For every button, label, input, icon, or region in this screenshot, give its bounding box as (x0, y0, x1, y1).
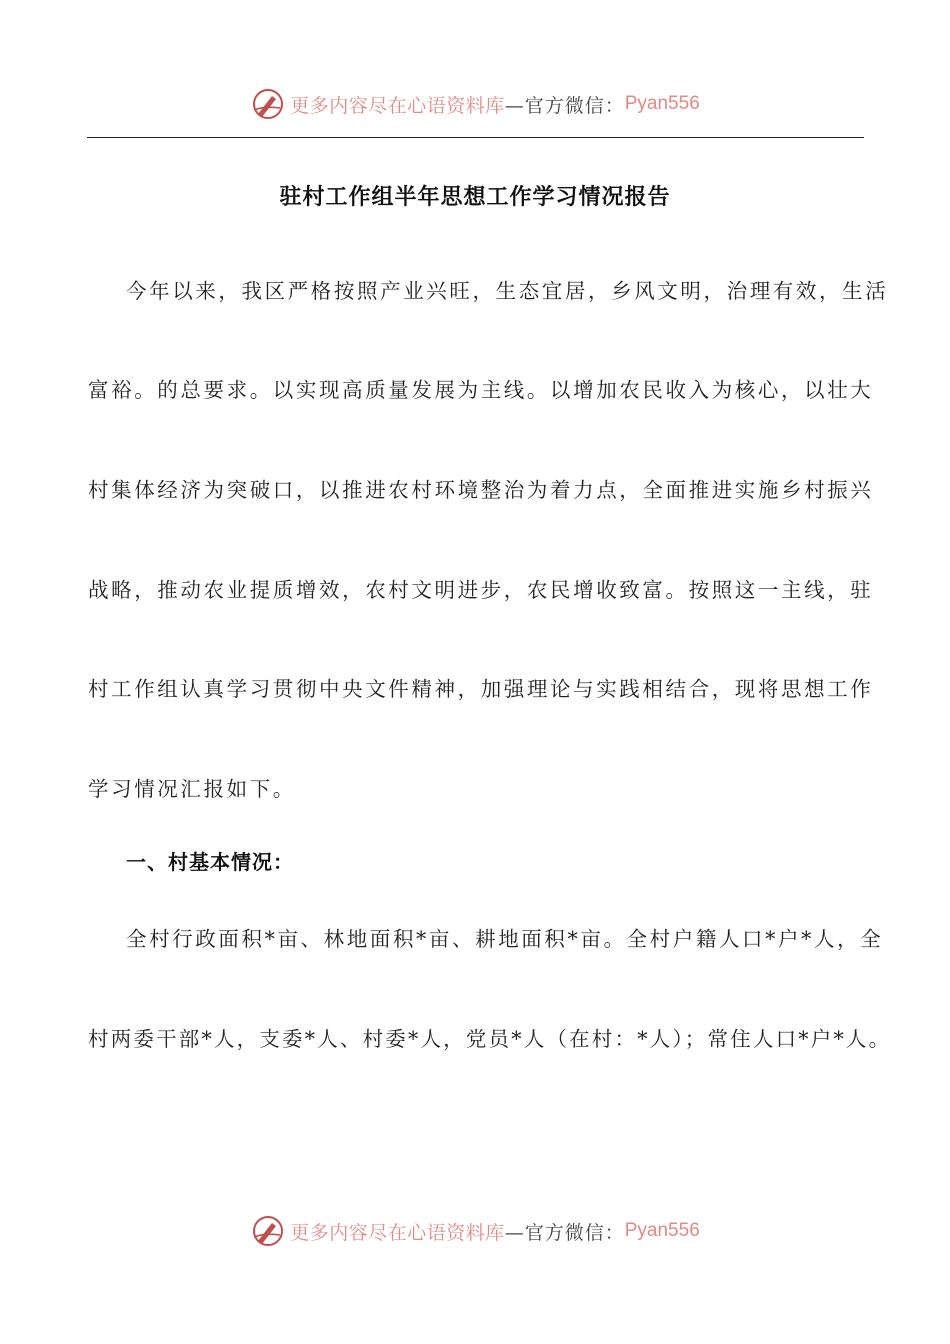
header-divider (87, 137, 864, 138)
paragraph-line: 战略，推动农业提质增效，农村文明进步，农民增收致富。按照这一主线，驻 (88, 578, 874, 602)
paragraph-line: 村集体经济为突破口，以推进农村环境整治为着力点，全面推进实施乡村振兴 (88, 478, 874, 502)
banner-text-wechat: —官方微信： (504, 94, 625, 117)
pen-logo-icon (250, 86, 286, 122)
paragraph-line: 全村行政面积*亩、林地面积*亩、耕地面积*亩。全村户籍人口*户*人，全 (126, 927, 884, 951)
paragraph-line: 富裕。的总要求。以实现高质量发展为主线。以增加农民收入为核心，以壮大 (88, 378, 874, 402)
paragraph-line: 村两委干部*人，支委*人、村委*人，党员*人（在村：*人）；常住人口*户*人。 (88, 1027, 892, 1051)
banner-text-id: Pyan556 (624, 93, 700, 114)
paragraph-line: 村工作组认真学习贯彻中央文件精神，加强理论与实践相结合，现将思想工作 (88, 677, 874, 701)
document-title: 驻村工作组半年思想工作学习情况报告 (279, 185, 671, 210)
pen-logo-icon (250, 1213, 286, 1249)
footer-banner (0, 1211, 950, 1251)
banner-text-id: Pyan556 (624, 1220, 700, 1241)
header-banner (0, 84, 950, 124)
banner-text-wechat: —官方微信： (504, 1221, 625, 1244)
paragraph-line: 今年以来，我区严格按照产业兴旺，生态宜居，乡风文明，治理有效，生活 (126, 279, 889, 303)
banner-text-brand: 更多内容尽在心语资料库 (290, 94, 505, 117)
paragraph-line: 学习情况汇报如下。 (88, 777, 296, 801)
banner-text-brand: 更多内容尽在心语资料库 (290, 1221, 505, 1244)
section-heading: 一、村基本情况： (126, 850, 294, 874)
